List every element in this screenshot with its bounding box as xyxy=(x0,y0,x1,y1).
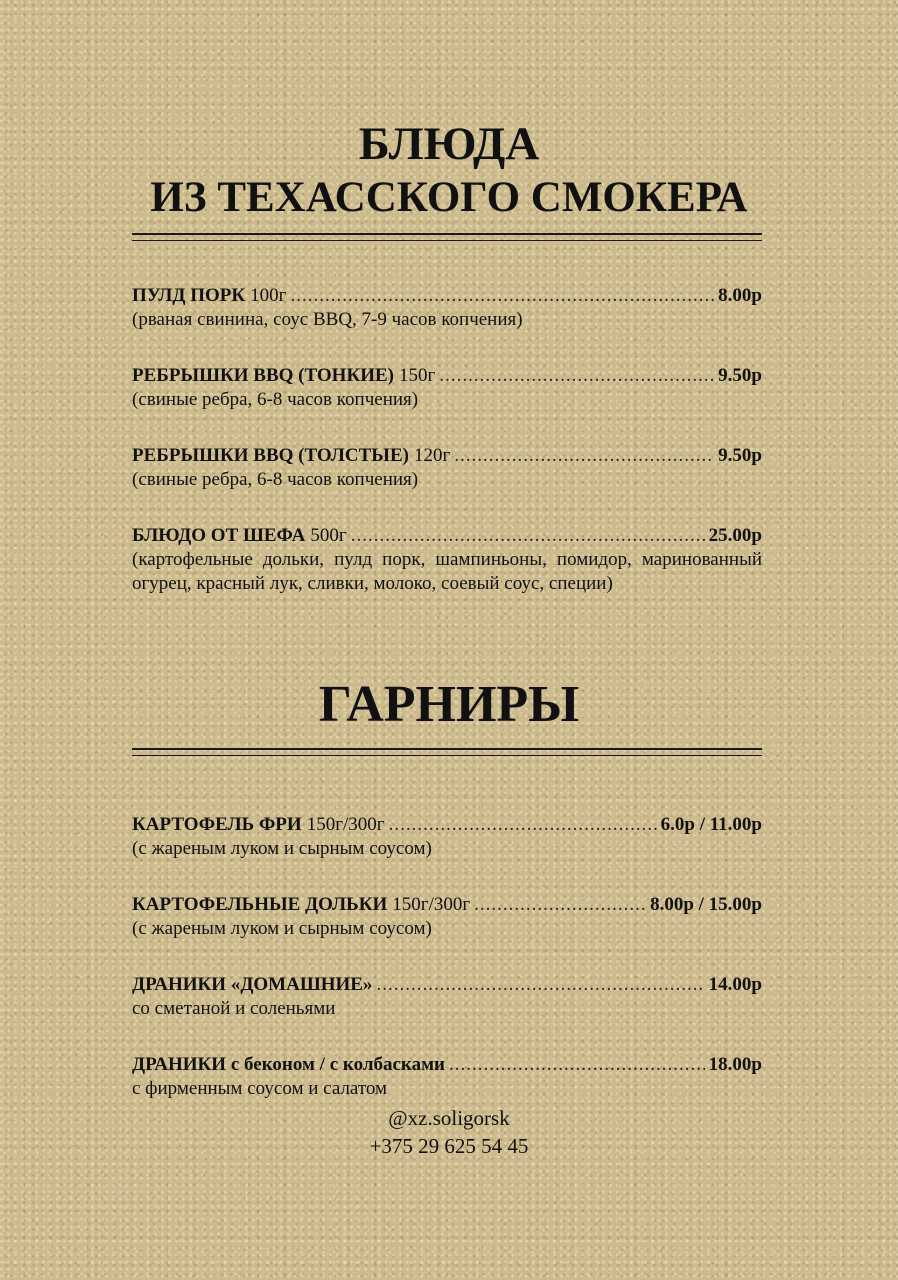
phone-number: +375 29 625 54 45 xyxy=(369,1134,529,1158)
divider-rule xyxy=(132,233,762,241)
item-price: 25.00р xyxy=(708,525,762,546)
item-description: (рваная свинина, соус BBQ, 7-9 часов копчения) xyxy=(132,309,523,330)
menu-item-ribs-thin xyxy=(132,364,762,412)
menu-item-ribs-thick xyxy=(132,444,762,492)
item-description: (с жареным луком и сырным соусом) xyxy=(132,838,432,859)
dot-leader xyxy=(389,813,657,837)
section-title-line2: ИЗ ТЕХАССКОГО СМОКЕРА xyxy=(150,174,748,221)
item-weight: 150г/300г xyxy=(392,894,471,915)
item-weight: 500г xyxy=(310,525,347,546)
dot-leader xyxy=(454,444,714,468)
item-weight: 100г xyxy=(250,285,287,306)
item-description: (свиные ребра, 6-8 часов копчения) xyxy=(132,389,419,410)
item-description: с фирменным соусом и салатом xyxy=(132,1078,388,1099)
menu-item-chef-dish xyxy=(132,524,762,596)
item-name: КАРТОФЕЛЬ ФРИ xyxy=(132,814,302,835)
item-name: БЛЮДО ОТ ШЕФА xyxy=(132,525,306,546)
item-name: КАРТОФЕЛЬНЫЕ ДОЛЬКИ xyxy=(132,894,388,915)
dot-leader xyxy=(449,1053,705,1077)
menu-item-draniki-bacon xyxy=(132,1053,762,1101)
item-name: РЕБРЫШКИ BBQ (ТОЛСТЫЕ) xyxy=(132,445,409,466)
item-description: (свиные ребра, 6-8 часов копчения) xyxy=(132,469,419,490)
instagram-handle: @xz.soligorsk xyxy=(388,1106,510,1130)
item-name: ДРАНИКИ «ДОМАШНИЕ» xyxy=(132,974,373,995)
item-weight: 150г xyxy=(399,365,436,386)
item-name: РЕБРЫШКИ BBQ (ТОНКИЕ) xyxy=(132,365,395,386)
item-price: 8.00р / 15.00р xyxy=(650,894,762,915)
menu-item-pulled-pork xyxy=(132,284,762,332)
item-description: (картофельные дольки, пулд порк, шампиньоны, помидор, маринованный огурец, красный лук, сливки, молоко, соевый соус, специи) xyxy=(132,549,762,594)
item-price: 18.00р xyxy=(708,1054,762,1075)
dot-leader xyxy=(474,893,646,917)
item-description: со сметаной и соленьями xyxy=(132,998,336,1019)
item-price: 14.00р xyxy=(708,974,762,995)
item-price: 8.00р xyxy=(718,285,762,306)
section-title-line1: БЛЮДА xyxy=(358,118,540,170)
item-weight: 120г xyxy=(413,445,451,466)
item-description: (с жареным луком и сырным соусом) xyxy=(132,918,432,939)
divider-rule xyxy=(132,748,762,756)
dot-leader xyxy=(351,524,705,548)
dot-leader xyxy=(290,284,714,308)
menu-item-wedges xyxy=(132,893,762,941)
menu-item-fries xyxy=(132,813,762,861)
menu-item-draniki-home xyxy=(132,973,762,1021)
item-price: 6.0р / 11.00р xyxy=(660,814,762,835)
dot-leader xyxy=(376,973,704,997)
item-price: 9.50р xyxy=(718,365,762,386)
dot-leader xyxy=(439,364,714,388)
item-name: ДРАНИКИ с беконом / с колбасками xyxy=(132,1054,445,1075)
item-weight: 150г/300г xyxy=(306,814,385,835)
section-title-garnishes: ГАРНИРЫ xyxy=(318,676,580,733)
item-name: ПУЛД ПОРК xyxy=(132,285,246,306)
item-price: 9.50р xyxy=(718,445,762,466)
